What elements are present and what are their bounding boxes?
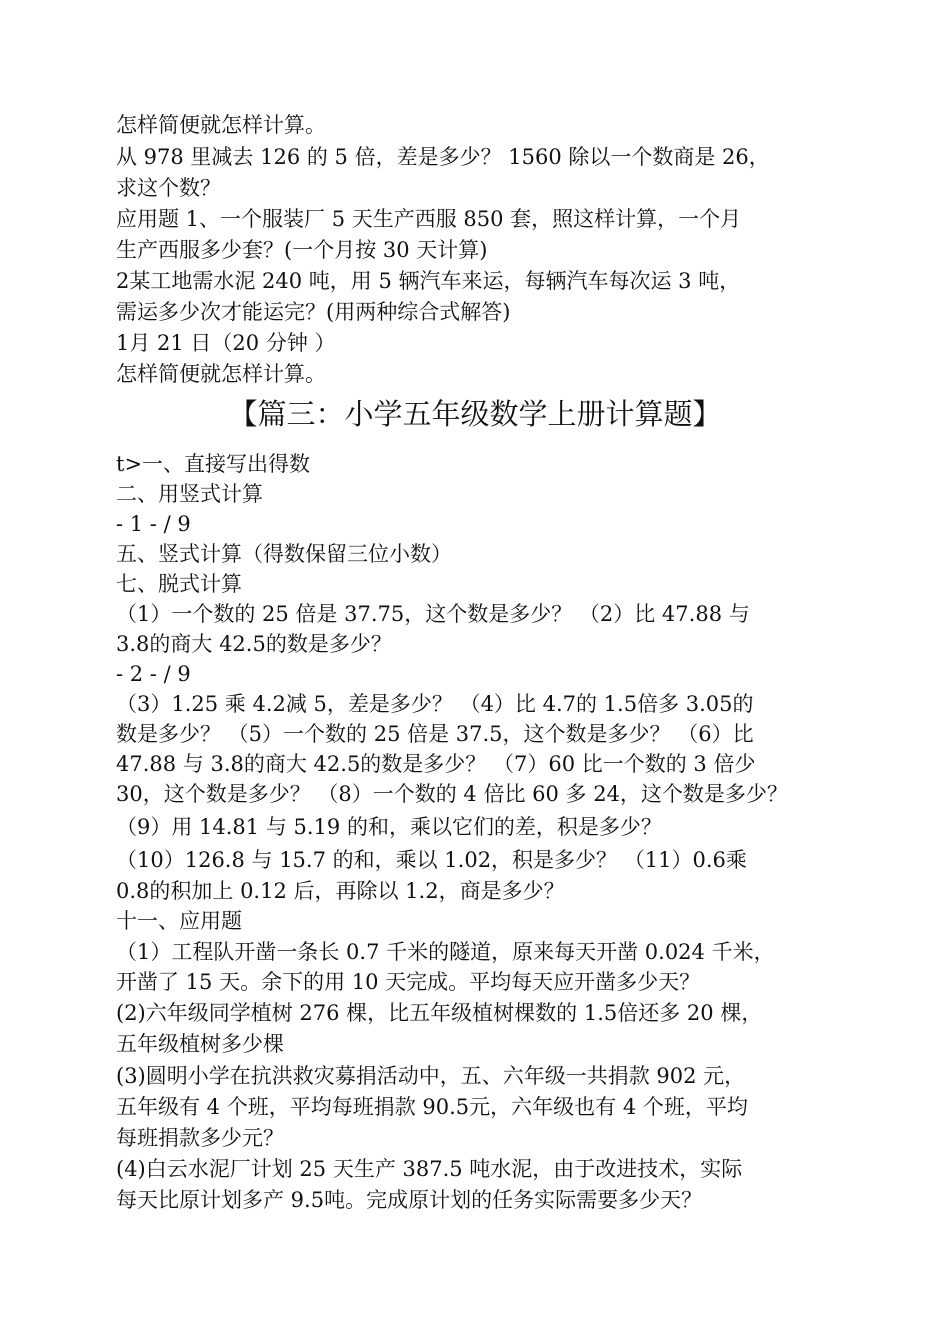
text-line: 开凿了 15 天。余下的用 10 天完成。平均每天应开凿多少天？ — [116, 970, 701, 994]
text-line: 怎样简便就怎样计算。 — [116, 362, 326, 386]
text-line: 2某工地需水泥 240 吨，用 5 辆汽车来运，每辆汽车每次运 3 吨， — [116, 269, 741, 293]
text-line: (2)六年级同学植树 276 棵，比五年级植树棵数的 1.5倍还多 20 棵， — [116, 1001, 763, 1025]
page-number: - 1 - / 9 — [116, 512, 191, 536]
text-line: t>一、直接写出得数 — [116, 452, 311, 476]
text-line: （1）工程队开凿一条长 0.7 千米的隧道，原来每天开凿 0.024 千米， — [116, 940, 775, 964]
text-line: 数是多少？ （5）一个数的 25 倍是 37.5，这个数是多少？ （6）比 — [116, 722, 754, 746]
text-line: 0.8的积加上 0.12 后，再除以 1.2，商是多少？ — [116, 879, 565, 903]
text-line: （9）用 14.81 与 5.19 的和，乘以它们的差，积是多少？ — [116, 815, 662, 839]
text-line: 每天比原计划多产 9.5吨。完成原计划的任务实际需要多少天？ — [116, 1188, 703, 1212]
text-line: 1月 21 日（20 分钟 ） — [116, 331, 336, 355]
text-line: 30，这个数是多少？ （8）一个数的 4 倍比 60 多 24，这个数是多少？ — [116, 782, 788, 806]
text-line: 五、竖式计算（得数保留三位小数） — [116, 542, 452, 566]
text-line: (3)圆明小学在抗洪救灾募捐活动中，五、六年级一共捐款 902 元， — [116, 1064, 746, 1088]
text-line: （10）126.8 与 15.7 的和，乘以 1.02，积是多少？ （11）0.6乘 — [116, 848, 747, 872]
text-line: 十一、应用题 — [116, 909, 242, 933]
text-line: （1）一个数的 25 倍是 37.75，这个数是多少？ （2）比 47.88 与 — [116, 602, 750, 626]
text-line: 五年级有 4 个班，平均每班捐款 90.5元，六年级也有 4 个班，平均 — [116, 1095, 748, 1119]
text-line: 二、用竖式计算 — [116, 482, 263, 506]
text-line: 3.8的商大 42.5的数是多少？ — [116, 632, 392, 656]
text-line: 怎样简便就怎样计算。 — [116, 113, 326, 137]
section-heading: 【篇三：小学五年级数学上册计算题】 — [228, 397, 722, 431]
text-line: 生产西服多少套？(一个月按 30 天计算) — [116, 238, 488, 262]
text-line: 从 978 里减去 126 的 5 倍，差是多少？ 1560 除以一个数商是 26， — [116, 145, 770, 169]
text-line: 47.88 与 3.8的商大 42.5的数是多少？ （7）60 比一个数的 3 倍少 — [116, 752, 756, 776]
text-line: 应用题 1、一个服装厂 5 天生产西服 850 套，照这样计算，一个月 — [116, 207, 742, 231]
text-line: 求这个数？ — [116, 176, 221, 200]
page-number: - 2 - / 9 — [116, 662, 191, 686]
text-line: 每班捐款多少元？ — [116, 1126, 284, 1150]
text-line: 需运多少次才能运完？(用两种综合式解答) — [116, 300, 511, 324]
text-line: 五年级植树多少棵 — [116, 1032, 284, 1056]
text-line: (4)白云水泥厂计划 25 天生产 387.5 吨水泥，由于改进技术，实际 — [116, 1157, 743, 1181]
text-line: （3）1.25 乘 4.2减 5，差是多少？ （4）比 4.7的 1.5倍多 3.05的 — [116, 692, 754, 716]
text-line: 七、脱式计算 — [116, 572, 242, 596]
